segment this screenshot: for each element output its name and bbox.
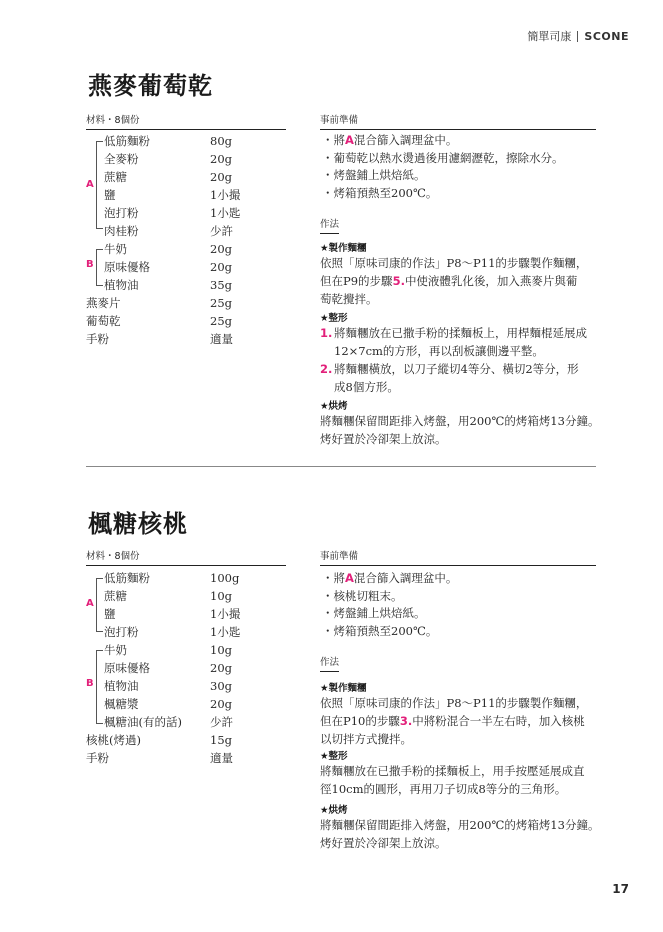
ingredient-name: 原味優格 bbox=[104, 260, 150, 274]
prep-item: ・將A混合篩入調理盆中。 bbox=[322, 133, 458, 147]
ingredient-name: 低筋麵粉 bbox=[104, 134, 150, 148]
prep-item: ・核桃切粗末。 bbox=[322, 588, 403, 603]
prep-item: ・烤箱預熱至200℃。 bbox=[322, 185, 438, 200]
step-text: 1. 將麵糰放在已撒手粉的揉麵板上，用桿麵棍延展成 12×7cm的方形，再以刮板讓側邊平整。 2. 將麵糰橫放，以刀子縱切4等分、橫切2等分，形 成8個方形。 bbox=[320, 326, 587, 394]
step-title: ★製作麵糰 bbox=[320, 243, 367, 254]
step-text: 依照「原味司康的作法」P8～P11的步驟製作麵糰， 但在P10的步驟3.中將粉混合一半左右時，加入核桃 以切拌方式攪拌。 bbox=[320, 696, 588, 746]
ingredient-amount: 25g bbox=[210, 296, 232, 310]
ingredient-amount: 適量 bbox=[210, 332, 233, 346]
ingredient-amount: 20g bbox=[210, 152, 232, 166]
header-divider bbox=[577, 31, 578, 42]
recipe-title: 楓糖核桃 bbox=[88, 509, 188, 538]
ingredient-amount: 20g bbox=[210, 242, 232, 256]
step-title: ★整形 bbox=[320, 313, 348, 324]
ingredient-name: 牛奶 bbox=[104, 643, 127, 657]
ingredient-amount: 35g bbox=[210, 278, 232, 292]
ingredients-heading: 材料・8個份 bbox=[86, 112, 286, 130]
brand-label: SCONE bbox=[584, 29, 629, 43]
ingredient-amount: 20g bbox=[210, 170, 232, 184]
prep-item: ・葡萄乾以熱水燙過後用濾網瀝乾，擦除水分。 bbox=[322, 150, 564, 165]
ingredient-amount: 10g bbox=[210, 643, 232, 657]
ingredient-name: 鹽 bbox=[104, 188, 116, 202]
ingredient-name: 手粉 bbox=[86, 751, 109, 765]
ingredient-amount: 10g bbox=[210, 589, 232, 603]
ingredient-amount: 1小撮 bbox=[210, 188, 241, 202]
ingredient-amount: 20g bbox=[210, 697, 232, 711]
ingredient-amount: 1小匙 bbox=[210, 625, 241, 639]
group-a-bracket bbox=[96, 141, 103, 229]
step-title: ★烘烤 bbox=[320, 805, 348, 816]
ingredient-name: 牛奶 bbox=[104, 242, 127, 256]
ingredient-name: 植物油 bbox=[104, 679, 139, 693]
prep-item: ・烤箱預熱至200℃。 bbox=[322, 623, 438, 638]
ingredient-amount: 25g bbox=[210, 314, 232, 328]
page-header bbox=[527, 28, 629, 44]
method-heading: 作法 bbox=[320, 654, 339, 672]
ingredient-name: 葡萄乾 bbox=[86, 314, 121, 328]
ingredient-name: 低筋麵粉 bbox=[104, 571, 150, 585]
ingredient-name: 核桃(烤過) bbox=[86, 733, 141, 747]
ingredient-amount: 20g bbox=[210, 661, 232, 675]
ingredient-amount: 30g bbox=[210, 679, 232, 693]
ingredient-name: 蔗糖 bbox=[104, 589, 127, 603]
ingredient-amount: 15g bbox=[210, 733, 232, 747]
ingredient-amount: 100g bbox=[210, 571, 240, 585]
ingredient-name: 燕麥片 bbox=[86, 296, 121, 310]
ingredient-name: 泡打粉 bbox=[104, 206, 139, 220]
ingredient-name: 楓糖油(有的話) bbox=[104, 715, 182, 729]
prep-list bbox=[322, 132, 564, 202]
step-text: 將麵糰保留間距排入烤盤，用200℃的烤箱烤13分鐘。 烤好置於冷卻架上放涼。 bbox=[320, 818, 600, 850]
group-b-bracket bbox=[96, 650, 103, 724]
ingredient-name: 肉桂粉 bbox=[104, 224, 139, 238]
group-b-bracket bbox=[96, 249, 103, 286]
section-divider bbox=[86, 466, 596, 467]
recipe-title: 燕麥葡萄乾 bbox=[88, 71, 213, 100]
ingredient-name: 楓糖漿 bbox=[104, 697, 139, 711]
step-text: 將麵糰保留間距排入烤盤，用200℃的烤箱烤13分鐘。 烤好置於冷卻架上放涼。 bbox=[320, 414, 600, 446]
step-text: 依照「原味司康的作法」P8～P11的步驟製作麵糰， 但在P9的步驟5.中使液體乳化後，加入燕麥片與葡 萄乾攪拌。 bbox=[320, 256, 588, 306]
prep-heading: 事前準備 bbox=[320, 548, 596, 566]
prep-heading: 事前準備 bbox=[320, 112, 596, 130]
prep-item: ・烤盤鋪上烘焙紙。 bbox=[322, 606, 426, 620]
ingredient-name: 鹽 bbox=[104, 607, 116, 621]
ingredient-name: 泡打粉 bbox=[104, 625, 139, 639]
group-b-label: B bbox=[86, 259, 94, 270]
section-label: 簡單司康 bbox=[527, 30, 572, 43]
ingredient-name: 全麥粉 bbox=[104, 152, 139, 166]
ingredient-name: 蔗糖 bbox=[104, 170, 127, 184]
group-a-label: A bbox=[86, 598, 94, 609]
step-title: ★製作麵糰 bbox=[320, 683, 367, 694]
prep-list bbox=[322, 570, 457, 640]
ingredient-name: 手粉 bbox=[86, 332, 109, 346]
ingredient-name: 植物油 bbox=[104, 278, 139, 292]
step-title: ★烘烤 bbox=[320, 401, 348, 412]
ingredient-amount: 20g bbox=[210, 260, 232, 274]
step-text: 將麵糰放在已撒手粉的揉麵板上，用手按壓延展成直 徑10cm的圓形，再用刀子切成8等分的三角形。 bbox=[320, 764, 585, 796]
group-b-label: B bbox=[86, 678, 94, 689]
step-title: ★整形 bbox=[320, 751, 348, 762]
ingredient-amount: 80g bbox=[210, 134, 232, 148]
page-number: 17 bbox=[612, 882, 629, 896]
method-heading: 作法 bbox=[320, 216, 339, 234]
ingredient-amount: 少許 bbox=[210, 715, 233, 729]
ingredients-heading: 材料・8個份 bbox=[86, 548, 286, 566]
ingredient-amount: 適量 bbox=[210, 751, 233, 765]
ingredient-amount: 1小撮 bbox=[210, 607, 241, 621]
ingredient-amount: 少許 bbox=[210, 224, 233, 238]
prep-item: ・烤盤鋪上烘焙紙。 bbox=[322, 168, 426, 182]
ingredient-amount: 1小匙 bbox=[210, 206, 241, 220]
group-a-label: A bbox=[86, 179, 94, 190]
prep-item: ・將A混合篩入調理盆中。 bbox=[322, 571, 458, 585]
ingredient-name: 原味優格 bbox=[104, 661, 150, 675]
group-a-bracket bbox=[96, 578, 103, 632]
